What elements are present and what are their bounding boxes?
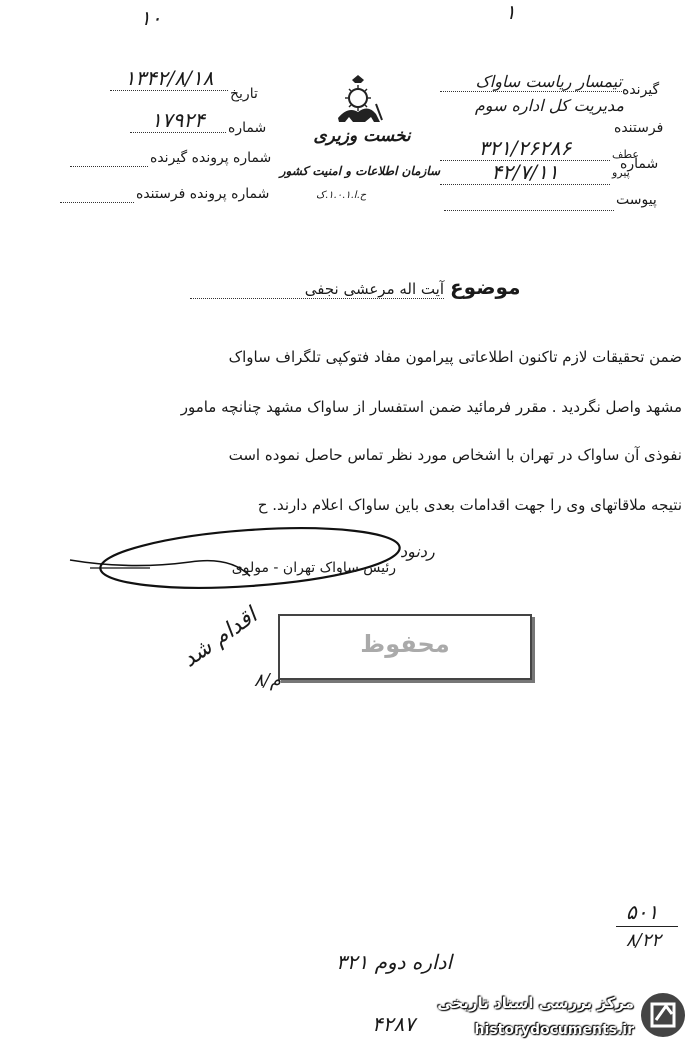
- receiver-file-label: شماره پرونده گیرنده: [150, 150, 272, 166]
- emblem-subtitle: سازمان اطلاعات و امنیت کشور: [279, 164, 440, 178]
- body-line-3: نفوذی آن ساواک در تهران با اشخاص مورد نظر تماس حاصل نموده است: [228, 446, 682, 464]
- receiver-label: گیرنده: [622, 82, 660, 98]
- body-line-4: نتیجه ملاقاتهای وی را جهت اقدامات بعدی باین ساواک اعلام دارند. ح: [257, 496, 682, 514]
- watermark-url: historydocuments.ir: [474, 1022, 634, 1038]
- ref-number-label: شماره: [620, 156, 659, 172]
- attachment-line: [444, 210, 614, 211]
- bottom-number: ۴۲۸۷: [372, 1012, 415, 1036]
- sender-value: مدیریت کل اداره سوم: [474, 96, 624, 115]
- folio-top: ۵۰۱: [626, 900, 659, 924]
- signature-annotation: ردنود: [400, 542, 435, 561]
- ref-peyro-label: پیرو: [612, 166, 630, 179]
- corner-mark-right: ۱: [505, 0, 516, 24]
- body-line-1: ضمن تحقیقات لازم تاکنون اطلاعاتی پیرامون مفاد فتوکپی تلگراف ساواک: [228, 348, 682, 366]
- margin-note: اقدام شد: [178, 603, 262, 673]
- sender-file-label: شماره پرونده فرستنده: [136, 186, 270, 202]
- sender-file-line: [60, 202, 134, 203]
- subject-value: آیت اله مرعشی نجفی: [190, 280, 444, 299]
- receiver-file-line: [70, 166, 148, 167]
- bottom-note: اداره دوم ۳۲۱: [336, 950, 453, 974]
- stamp-box: [278, 614, 532, 680]
- body-line-2: مشهد واصل نگردید . مقرر فرمائید ضمن استفسار از ساواک مشهد چنانچه مامور: [180, 398, 682, 416]
- emblem-code: ح.ا.۱.۰.۱.ک: [316, 190, 367, 201]
- folio-bottom: ۸/۲۲: [626, 930, 662, 951]
- corner-mark-left: ۱۰: [140, 6, 162, 30]
- margin-number: ۸/م: [254, 670, 281, 691]
- folio-divider: [616, 926, 678, 927]
- number-value: ۱۷۹۲۴: [130, 108, 226, 133]
- date-value: ۱۳۴۲/۸/۱۸: [110, 66, 228, 91]
- watermark-logo-icon: [638, 990, 688, 1040]
- watermark-title: مرکز بررسی اسناد تاریخی: [437, 994, 634, 1012]
- lion-sun-emblem-icon: [330, 74, 386, 126]
- receiver-value: تیمسار ریاست ساواک: [440, 72, 622, 92]
- emblem-title: نخست وزیری: [313, 126, 411, 146]
- attachment-label: پیوست: [616, 192, 657, 208]
- date-label: تاریخ: [230, 86, 258, 102]
- ref-atf-label: عطف: [612, 148, 639, 161]
- sender-label: فرستنده: [614, 120, 664, 136]
- signature-title: رئیس ساواک تهران - مولوی: [231, 560, 396, 576]
- subject-label: موضوع: [450, 275, 521, 299]
- stamp-text: محفوظ: [360, 630, 450, 658]
- signature-scribble-icon: [60, 518, 420, 596]
- ref-number-value: ۳۲۱/۲۶۲۸۶: [440, 136, 610, 161]
- ref-date-value: ۴۲/۷/۱۱: [440, 160, 610, 185]
- number-label: شماره: [228, 120, 267, 136]
